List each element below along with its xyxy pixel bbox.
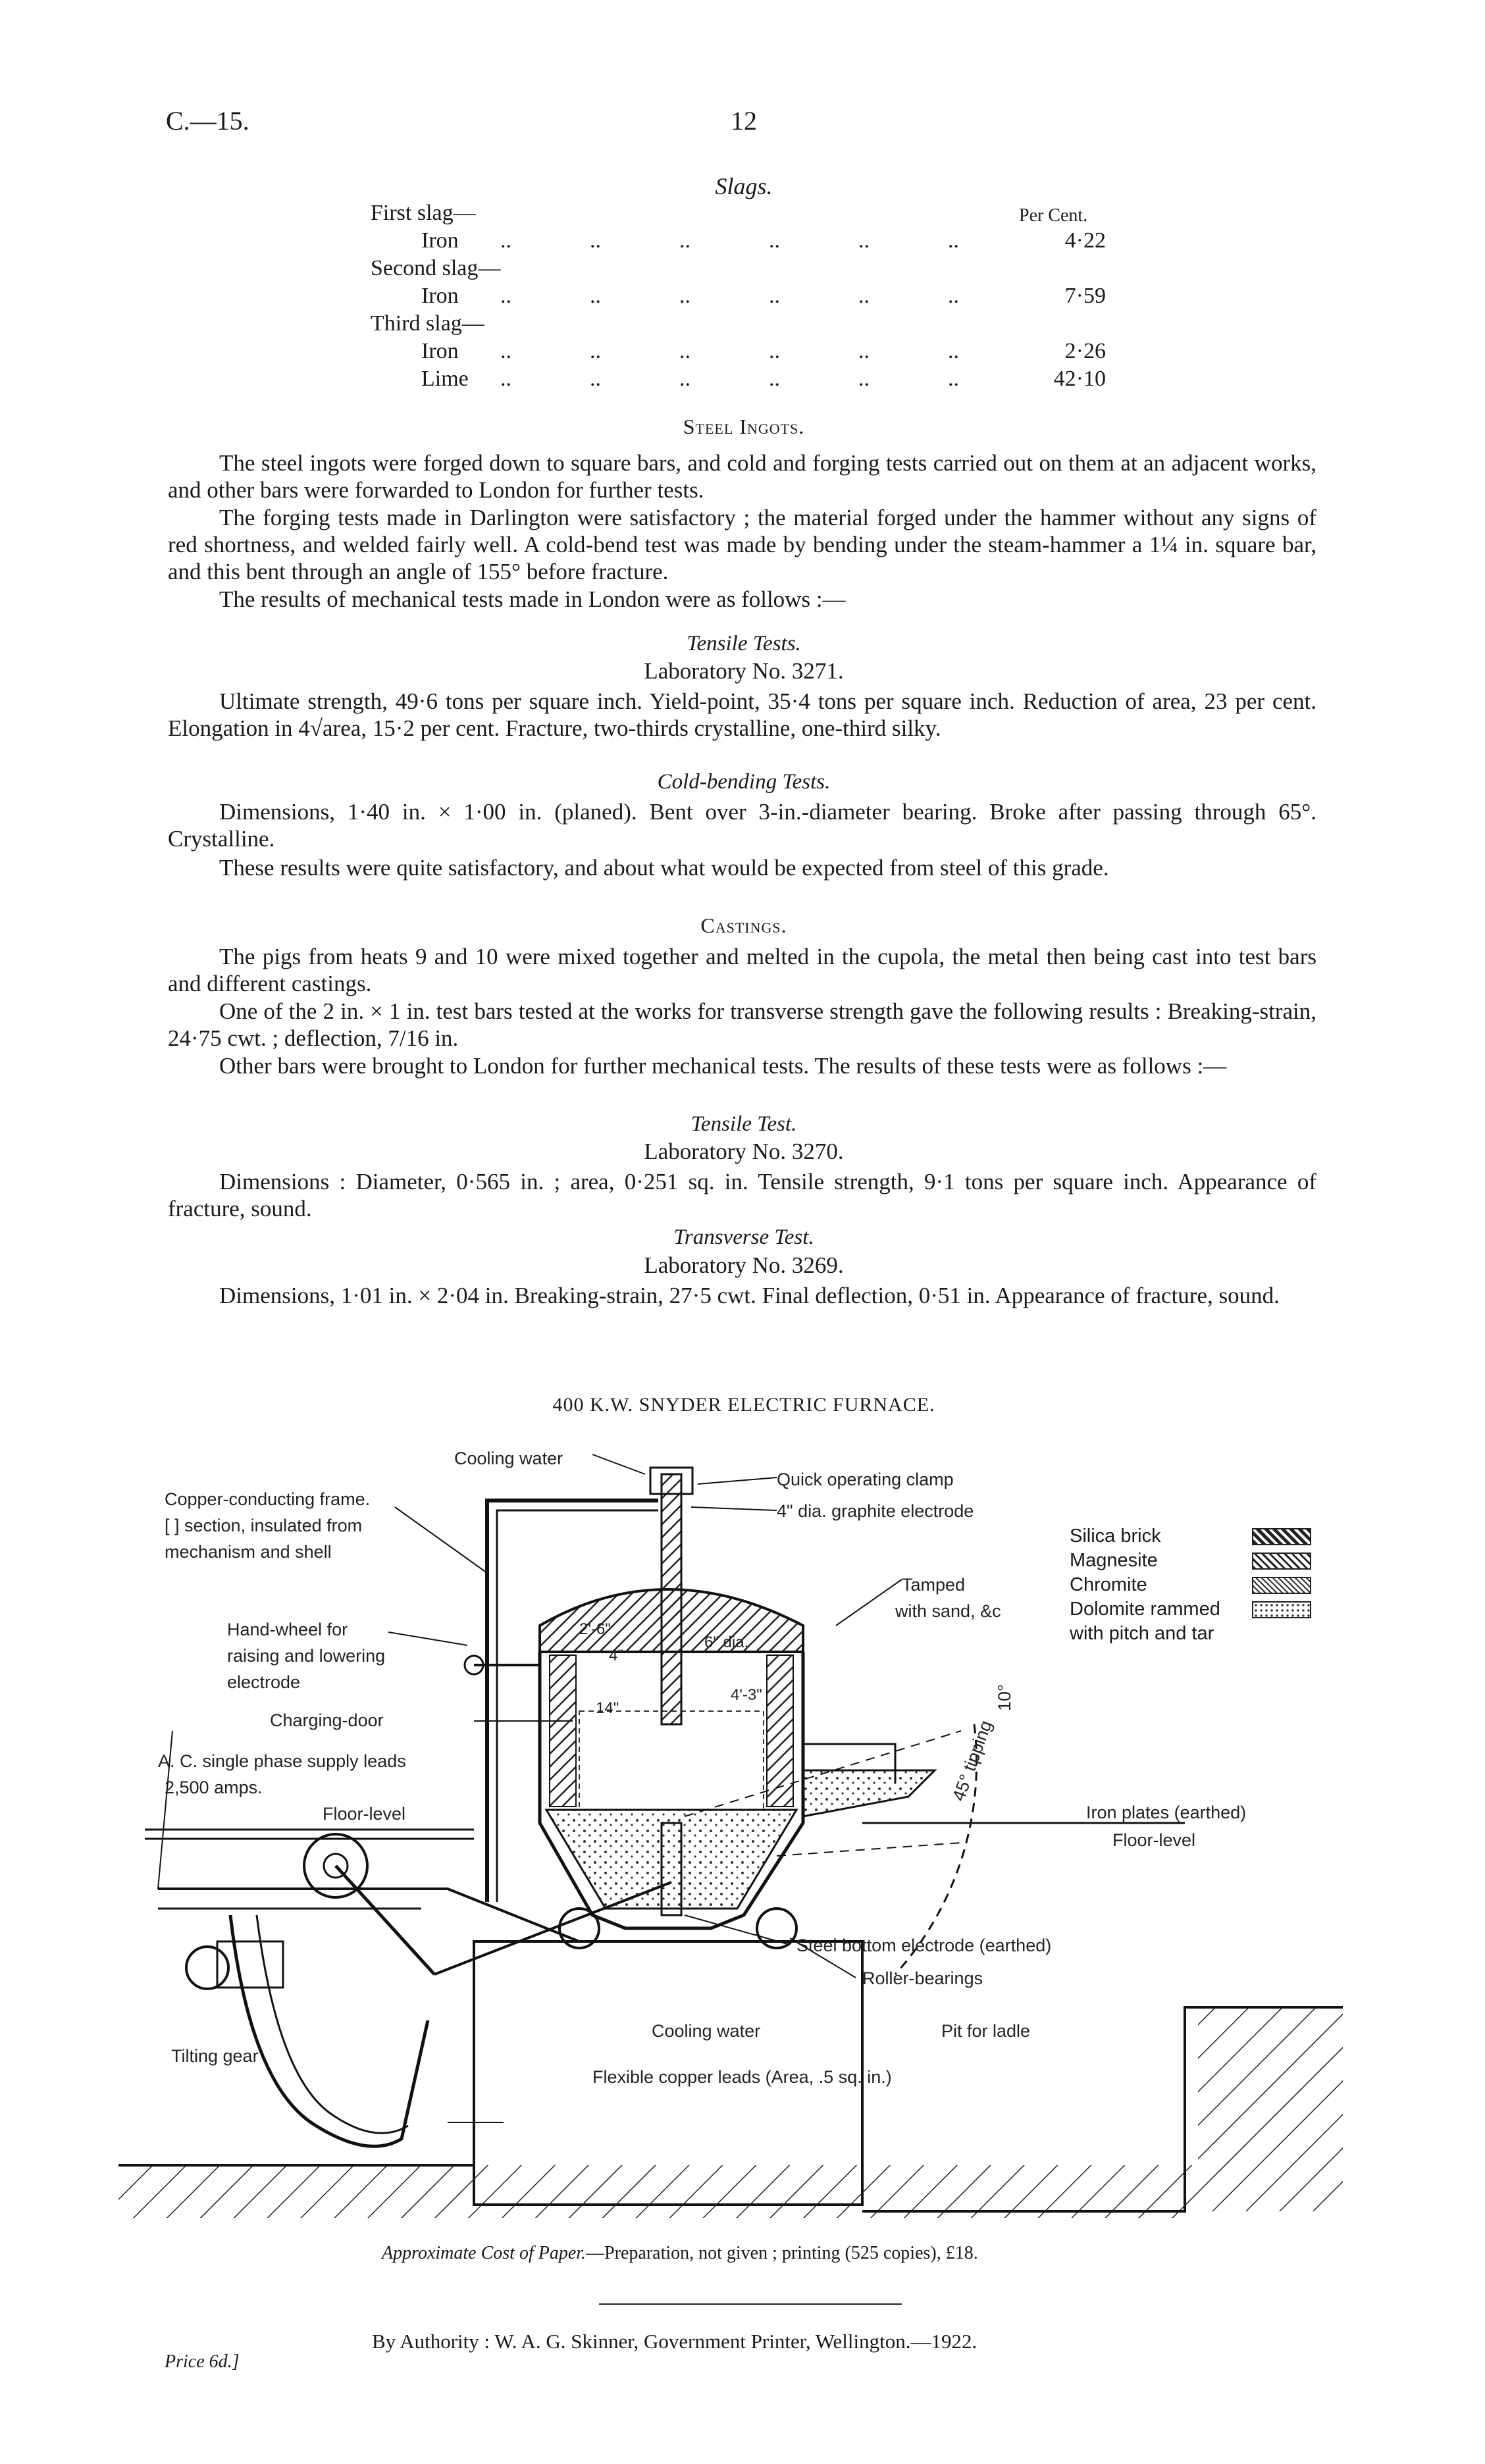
paragraph-text: The forging tests made in Darlington were satisfactory ; the material forged under the hammer without any signs of red shortness, and welded fairly well. A cold-bend test was made by bending under the steam-hammer a 1¼ in. square bar, and this bent through an angle of 155° before fracture. [168,505,1316,584]
slag-row-value: 4·22 [1064,228,1106,253]
figure-label: A. C. single phase supply leads [158,1751,406,1771]
paragraph [168,586,1316,613]
legend-label: Dolomite rammed [1070,1599,1220,1620]
slag-row-label: Iron [421,339,459,363]
figure-label: Cooling water [454,1449,563,1468]
section-heading: Castings. [700,913,787,937]
cost-text: —Preparation, not given ; printing (525 copies), £18. [586,2243,978,2263]
figure-label: Tamped [902,1575,966,1595]
subheading: Transverse Test. [673,1225,814,1249]
paragraph [168,798,1316,852]
paragraph-text: Other bars were brought to London for further mechanical tests. The results of these tests were as follows :— [219,1053,1227,1079]
dimension-label: 2'-6" [579,1620,611,1638]
paragraph-text: One of the 2 in. × 1 in. test bars tested at the works for transverse strength gave the following results : Breaking-strain, 24·75 cwt. ; deflection, 7/16 in. [168,998,1316,1051]
laboratory-number: Laboratory No. 3271. [644,658,844,684]
paragraph-text: Dimensions : Diameter, 0·565 in. ; area, 0·251 sq. in. Tensile strength, 9·1 tons per square inch. Appearance of fracture, sound. [168,1169,1316,1221]
dimension-label: 6" dia. [704,1633,749,1651]
cost-label: Approximate Cost of Paper. [382,2243,586,2263]
subheading: Tensile Test. [690,1112,797,1136]
legend-swatch [1252,1553,1311,1570]
leader-dots: .. .. .. .. .. .. [500,284,959,308]
slag-row-value: 2·26 [1064,339,1106,363]
dimension-label: 14" [596,1699,619,1717]
paragraph [168,854,1316,881]
paragraph-text: Dimensions, 1·01 in. × 2·04 in. Breaking-strain, 27·5 cwt. Final deflection, 0·51 in. Appearance of fracture, sound. [219,1283,1280,1308]
figure-label: mechanism and shell [165,1542,332,1562]
legend-label: Magnesite [1070,1550,1158,1571]
figure-label: Charging-door [270,1710,384,1730]
figure-title: 400 K.W. SNYDER ELECTRIC FURNACE. [552,1394,935,1416]
laboratory-number: Laboratory No. 3269. [644,1252,844,1278]
percent-header: Per Cent. [1019,205,1088,226]
figure-label: Quick operating clamp [777,1470,954,1489]
price: Price 6d.] [165,2351,240,2372]
figure-label: 4" dia. graphite electrode [777,1501,974,1521]
cost-note [382,2243,978,2264]
figure-label: Roller-bearings [862,1968,983,1988]
paragraph [168,943,1316,997]
authority-line: By Authority : W. A. G. Skinner, Government Printer, Wellington.—1922. [372,2330,977,2353]
figure-label: Copper-conducting frame. [165,1489,371,1509]
section-heading: Steel Ingots. [683,415,805,438]
figure-label: Pit for ladle [941,2021,1031,2041]
subheading: Tensile Tests. [687,632,801,655]
paragraph-text: These results were quite satisfactory, and about what would be expected from steel of this grade. [219,855,1109,881]
paragraph-text: The pigs from heats 9 and 10 were mixed together and melted in the cupola, the metal then being cast into test bars and different castings. [168,944,1316,996]
legend-label: Silica brick [1070,1526,1161,1547]
slag-row-label: Lime [421,367,469,391]
figure-label: Floor-level [1112,1830,1196,1850]
figure-label: 45° tipping [948,1718,996,1804]
paragraph [168,504,1316,585]
paragraph [168,1168,1316,1222]
subheading: Cold-bending Tests. [657,770,831,794]
paragraph-text: Ultimate strength, 49·6 tons per square inch. Yield-point, 35·4 tons per square inch. Reduction of area, 23 per cent. Elongation in 4√area, 15·2 per cent. Fracture, two-thirds crystalline, one-third silky. [168,688,1316,741]
figure-label: 10° [995,1684,1014,1711]
paragraph [168,1282,1316,1309]
slag-row-value: 7·59 [1064,284,1106,308]
page-number: 12 [731,106,757,136]
figure-label: Flexible copper leads (Area, .5 sq. in.) [592,2067,892,2087]
paragraph-text: Dimensions, 1·40 in. × 1·00 in. (planed). Bent over 3-in.-diameter bearing. Broke after passing through 65°. Crystalline. [168,799,1316,852]
figure-label: 2,500 amps. [165,1778,263,1797]
paragraph-text: The steel ingots were forged down to square bars, and cold and forging tests carried out on them at an adjacent works, and other bars were forwarded to London for further tests. [168,450,1316,503]
legend-swatch [1252,1528,1311,1545]
laboratory-number: Laboratory No. 3270. [644,1139,844,1164]
figure-label: [ ] section, insulated from [165,1516,363,1535]
document-id: C.—15. [166,106,249,136]
slag-row-value: 42·10 [1053,367,1106,391]
paragraph-text: The results of mechanical tests made in London were as follows :— [219,586,846,612]
dimension-label: 4'-3" [731,1686,762,1704]
leader-dots: .. .. .. .. .. .. [500,228,959,253]
slag-row-label: Third slag— [371,311,484,336]
figure-label: Iron plates (earthed) [1086,1803,1247,1822]
figure-label: Steel bottom electrode (earthed) [796,1936,1052,1955]
legend-swatch [1252,1577,1311,1594]
slag-row-label: First slag— [371,201,476,225]
figure-label: Cooling water [652,2021,761,2041]
figure-label: Hand-wheel for [227,1620,348,1639]
paragraph [168,998,1316,1052]
legend-label: with pitch and tar [1070,1623,1214,1644]
slag-row-label: Iron [421,284,459,308]
figure-label: Floor-level [323,1804,406,1824]
paragraph [168,449,1316,503]
footer-rule [599,2303,902,2305]
figure-label: Tilting gear [171,2046,259,2066]
paragraph [168,688,1316,742]
legend-label: Chromite [1070,1574,1147,1595]
dimension-label: 4" [609,1647,623,1664]
slags-title: Slags. [715,173,773,199]
figure-label: raising and lowering [227,1646,386,1666]
slag-row-label: Second slag— [371,256,501,280]
paragraph [168,1052,1316,1079]
figure-label: electrode [227,1672,301,1692]
figure-label: with sand, &c [895,1601,1001,1621]
leader-dots: .. .. .. .. .. .. [500,339,959,363]
slag-row-label: Iron [421,228,459,253]
legend-swatch [1252,1601,1311,1618]
leader-dots: .. .. .. .. .. .. [500,367,959,391]
